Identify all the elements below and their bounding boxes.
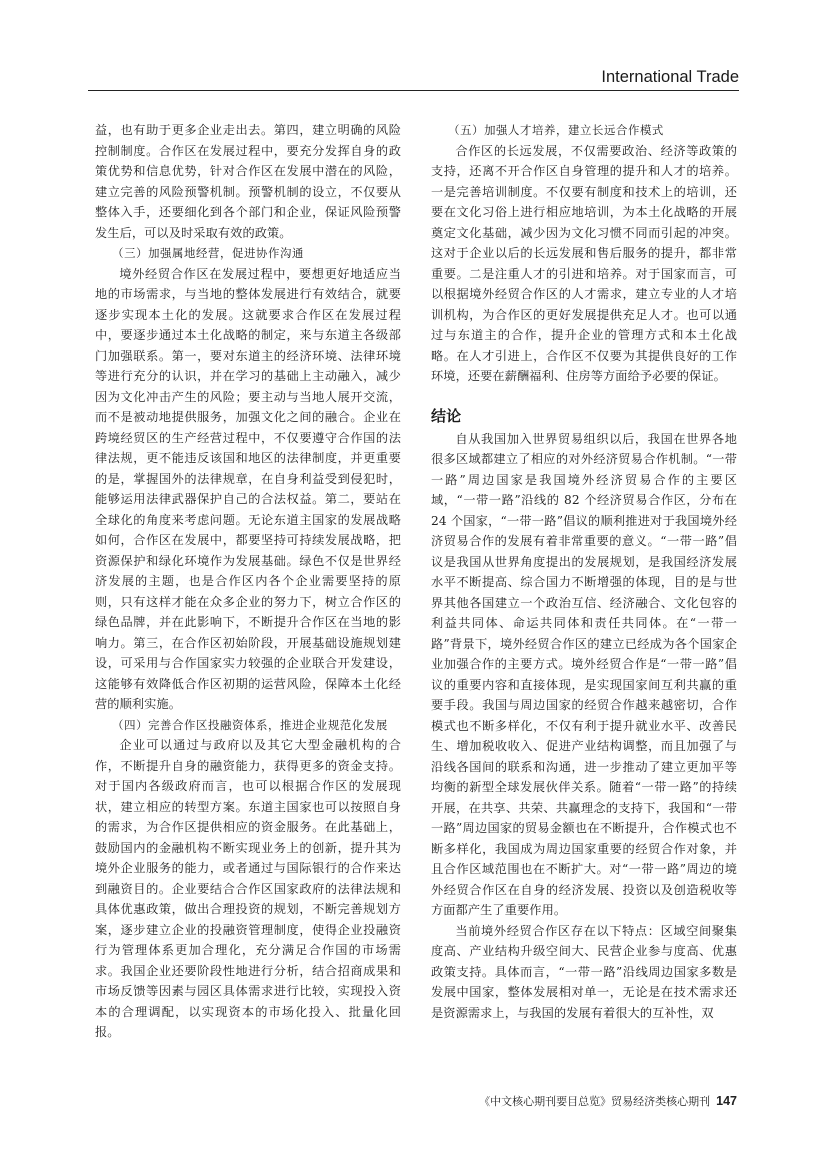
page-number: 147 [716,1094,737,1108]
paragraph: 自从我国加入世界贸易组织以后，我国在世界各地很多区域都建立了相应的对外经济贸易合作机制。“一带一路”周边国家是我国境外经济贸易合作的主要区域，“一带一路”沿线的 82 个经济贸易合作区，分布在 24 个国家，“一带一路”倡议的顺利推进对于我国境外经济贸易合作的发展有着非常重要的意义。“一带一路”倡议是我国从世界角度提出的发展规划，是我国经济发展水平不断提高、综合国力不断增强的体现，目的是与世界其他各国建立一个政治互信、经济融合、文化包容的利益共同体、命运共同体和责任共同体。在“一带一路”背景下，境外经贸合作区的建立已经成为各个国家企业加强合作的主要方式。境外经贸合作是“一带一路”倡议的重要内容和直接体现，是实现国家间互利共赢的重要手段。我国与周边国家的经贸合作越来越密切，合作模式也不断多样化，不仅有利于提升就业水平、改善民生、增加税收收入、促进产业结构调整，而且加强了与沿线各国间的联系和沟通，进一步推动了建立更加平等均衡的新型全球发展伙伴关系。随着“一带一路”的持续开展，在共享、共荣、共赢理念的支持下，我国和“一带一路”周边国家的贸易金额也在不断提升，合作模式也不断多样化，我国成为周边国家重要的经贸合作对象，并且合作区域范围也在不断扩大。对“一带一路”周边的境外经贸合作区在自身的经济发展、投资以及创造税收等方面都产生了重要作用。 [431,431,737,917]
section-heading-5: （五）加强人才培养，建立长远合作模式 [448,123,664,137]
section-heading-4: （四）完善合作区投融资体系，推进企业规范化发展 [112,717,388,732]
left-column [95,120,401,1043]
paragraph: 合作区的长远发展，不仅需要政治、经济等政策的支持，还离不开合作区自身管理的提升和人才的培养。一是完善培训制度。不仅要有制度和技术上的培训，还要在文化习俗上进行相应地培训，为本土化战略的开展奠定文化基础，减少因为文化习惯不同而引起的冲突。这对于企业以后的长远发展和售后服务的提升，都非常重要。二是注重人才的引进和培养。对于国家而言，可以根据境外经贸合作区的人才需求，建立专业的人才培训机构，为合作区的更好发展提供充足人才。也可以通过与东道主的合作，提升企业的管理方式和本土化战略。在人才引进上，合作区不仅要为其提供良好的工作环境，还要在薪酬福利、住房等方面给予必要的保证。 [431,143,737,383]
paragraph: 当前境外经贸合作区存在以下特点：区域空间聚集度高、产业结构升级空间大、民营企业参与度高、优惠政策支持。具体而言，“一带一路”沿线周边国家多数是发展中国家，整体发展相对单一，无论是在技术需求还是资源需求上，与我国的发展有着很大的互补性，双 [431,923,737,1020]
paragraph: 益，也有助于更多企业走出去。第四，建立明确的风险控制制度。合作区在发展过程中，要充分发挥自身的政策优势和信息优势，针对合作区在发展中潜在的风险，建立完善的风险预警机制。预警机制的设立，不仅要从整体入手，还要细化到各个部门和企业，保证风险预警发生后，可以及时采取有效的政策。 [95,123,401,240]
journal-section-title: International Trade [601,68,739,86]
paragraph: 境外经贸合作区在发展过程中，要想更好地适应当地的市场需求，与当地的整体发展进行有效结合，就要逐步实现本土化的发展。这就要求合作区在发展过程中，要逐步通过本土化战略的制定，来与东道主各级部门加强联系。第一，要对东道主的经济环境、法律环境等进行充分的认识，并在学习的基础上主动融入，减少因为文化冲击产生的风险；要主动与当地人展开交流，而不是被动地提供服务，加强文化之间的融合。企业在跨境经贸区的生产经营过程中，不仅要遵守合作国的法律法规，更不能违反该国和地区的法律制度，并更重要的是，掌握国外的法律规章，在自身利益受到侵犯时，能够运用法律武器保护自己的合法权益。第二，要站在全球化的角度来考虑问题。无论东道主国家的发展战略如何，合作区在发展中，都要坚持可持续发展战略，把资源保护和绿化环境作为发展基础。绿色不仅是世界经济发展的主题，也是合作区内各个企业需要坚持的原则，只有这样才能在众多企业的努力下，树立合作区的绿色品牌，并在此影响下，不断提升合作区在当地的影响力。第三，在合作区初始阶段，开展基础设施规划建设，可采用与合作国家实力较强的企业联合开发建设，这能够有效降低合作区初期的运营风险，保障本土化经营的顺利实施。 [95,266,401,711]
right-column [431,120,737,1023]
header-divider [88,90,739,91]
paragraph: 企业可以通过与政府以及其它大型金融机构的合作，不断提升自身的融资能力，获得更多的资金支持。对于国内各级政府而言，也可以根据合作区的发展现状，建立相应的转型方案。东道主国家也可以按照自身的需求，为合作区提供相应的资金服务。在此基础上，鼓励国内的金融机构不断实现业务上的创新，提升其为境外企业服务的能力，或者通过与国际银行的合作来达到融资目的。企业要结合合作区国家政府的法律法规和具体优惠政策，做出合理投资的规划，不断完善规划方案，逐步建立企业的投融资管理制度，使得企业投融资行为管理体系更加合理化，充分满足合作国的市场需求。我国企业还要阶段性地进行分析，结合招商成果和市场反馈等因素与园区具体需求进行比较，实现投入资本的合理调配，以实现资本的市场化投入、批量化回报。 [95,738,401,1039]
section-heading-3: （三）加强属地经营，促进协作沟通 [112,246,304,260]
page-footer [479,1093,737,1109]
journal-index-label: 《中文核心期刊要目总览》贸易经济类核心期刊 [479,1096,711,1108]
conclusion-heading: 结论 [431,407,462,425]
